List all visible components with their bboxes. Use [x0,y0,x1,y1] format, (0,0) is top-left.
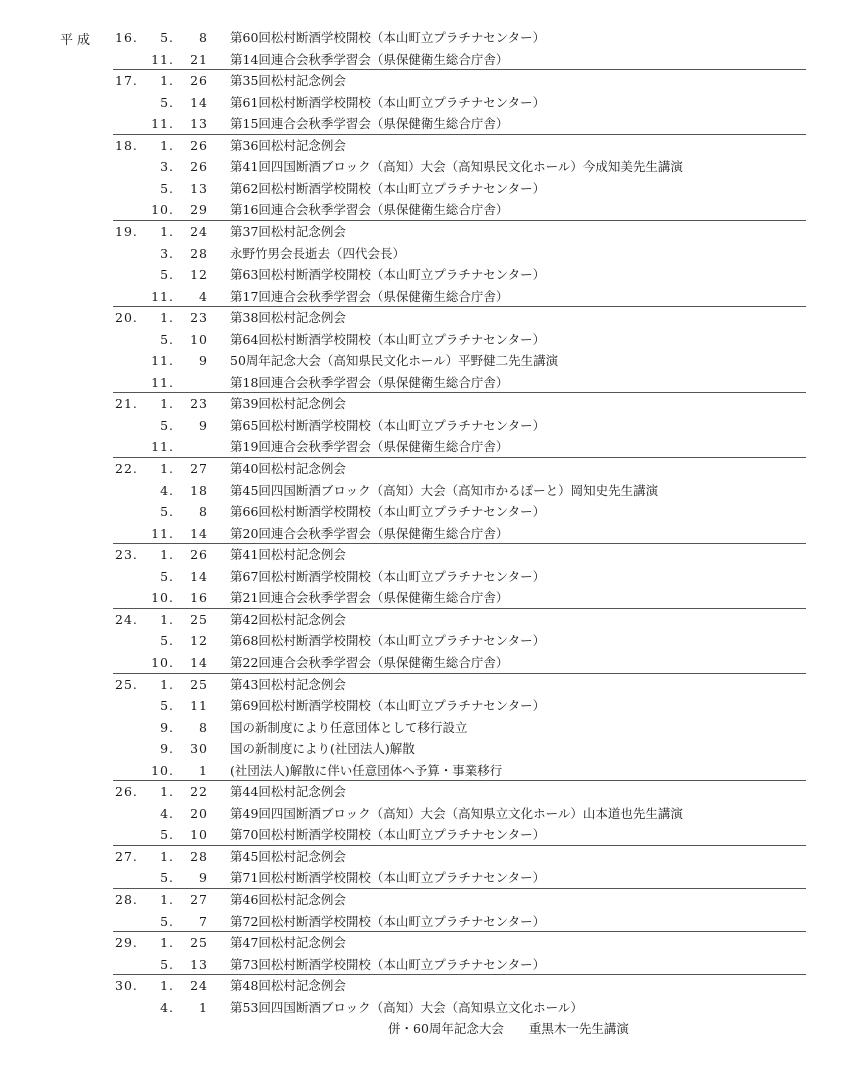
chronology-row [0,501,868,523]
month-label: 5. [160,180,174,196]
chronology-row [0,372,868,394]
month-label: 5. [160,504,174,520]
day-label: 4 [199,288,208,304]
event-text: 第45回松村記念例会 [230,848,346,864]
year-label: 24. [115,611,138,627]
day-label: 25 [190,935,208,951]
day-label: 14 [190,94,208,110]
event-text: 第69回松村断酒学校開校（本山町立プラチナセンター） [230,698,546,714]
month-label: 4. [160,482,174,498]
month-label: 5. [160,331,174,347]
event-text: 第21回連合会秋季学習会（県保健衛生総合庁舎） [230,590,509,606]
month-label: 1. [160,848,174,864]
year-label: 29. [115,935,138,951]
day-label: 29 [190,202,208,218]
footnote: 併・60周年記念大会 重黒木一先生講演 [388,1021,629,1037]
chronology-row [0,760,868,782]
month-label: 3. [160,245,174,261]
year-label: 20. [115,310,138,326]
chronology-row [0,544,868,566]
day-label: 26 [190,137,208,153]
chronology-row [0,781,868,803]
year-label: 27. [115,848,138,864]
day-label: 13 [190,180,208,196]
event-text: 第53回四国断酒ブロック（高知）大会（高知県立文化ホール） [230,999,583,1015]
chronology-row [0,221,868,243]
day-label: 13 [190,956,208,972]
chronology-row [0,49,868,71]
chronology-row [0,436,868,458]
event-text: 第43回松村記念例会 [230,676,346,692]
month-label: 5. [160,417,174,433]
chronology-row [0,975,868,997]
day-label: 1 [199,999,208,1015]
event-text: 第18回連合会秋季学習会（県保健衛生総合庁舎） [230,374,509,390]
event-text: 第41回四国断酒ブロック（高知）大会（高知県民文化ホール）今成知美先生講演 [230,159,683,175]
month-label: 5. [160,698,174,714]
month-label: 9. [160,741,174,757]
event-text: (社団法人)解散に伴い任意団体へ予算・事業移行 [230,762,503,778]
month-label: 1. [160,310,174,326]
day-label: 25 [190,676,208,692]
chronology-row [0,27,868,49]
event-text: 第70回松村断酒学校開校（本山町立プラチナセンター） [230,827,546,843]
chronology-row [0,156,868,178]
chronology-row [0,717,868,739]
day-label: 25 [190,611,208,627]
day-label: 9 [199,870,208,886]
chronology-row [0,566,868,588]
day-label: 9 [199,353,208,369]
day-label: 13 [190,116,208,132]
event-text: 第64回松村断酒学校開校（本山町立プラチナセンター） [230,331,546,347]
event-text: 第67回松村断酒学校開校（本山町立プラチナセンター） [230,568,546,584]
month-label: 1. [160,547,174,563]
event-text: 国の新制度により任意団体として移行設立 [230,719,468,735]
chronology-row [0,609,868,631]
month-label: 5. [160,956,174,972]
chronology-row [0,286,868,308]
month-label: 1. [160,784,174,800]
event-text: 第71回松村断酒学校開校（本山町立プラチナセンター） [230,870,546,886]
month-label: 11. [151,116,174,132]
day-label: 24 [190,978,208,994]
day-label: 8 [199,30,208,45]
event-text: 第14回連合会秋季学習会（県保健衛生総合庁舎） [230,51,509,67]
chronology-row [0,135,868,157]
day-label: 1 [199,762,208,778]
day-label: 22 [190,784,208,800]
year-label: 18. [115,137,138,153]
event-text: 第60回松村断酒学校開校（本山町立プラチナセンター） [230,30,546,45]
month-label: 1. [160,461,174,476]
chronology-row [0,630,868,652]
month-label: 1. [160,892,174,907]
year-label: 19. [115,223,138,239]
chronology-row [0,997,868,1019]
day-label: 26 [190,547,208,563]
month-label: 5. [160,568,174,584]
month-label: 11. [151,439,174,455]
event-text: 第66回松村断酒学校開校（本山町立プラチナセンター） [230,504,546,520]
event-text: 第68回松村断酒学校開校（本山町立プラチナセンター） [230,633,546,649]
chronology-row [0,738,868,760]
event-text: 第72回松村断酒学校開校（本山町立プラチナセンター） [230,913,546,929]
month-label: 1. [160,137,174,153]
month-label: 1. [160,978,174,994]
day-label: 21 [190,51,208,67]
event-text: 永野竹男会長逝去（四代会長） [230,245,406,261]
day-label: 18 [190,482,208,498]
month-label: 10. [151,654,174,670]
month-label: 5. [160,870,174,886]
month-label: 1. [160,935,174,951]
month-label: 1. [160,611,174,627]
day-label: 28 [190,848,208,864]
day-label: 7 [199,913,208,929]
month-label: 5. [160,913,174,929]
event-text: 第38回松村記念例会 [230,310,346,326]
month-label: 11. [151,51,174,67]
day-label: 14 [190,525,208,541]
chronology-row [0,480,868,502]
event-text: 第22回連合会秋季学習会（県保健衛生総合庁舎） [230,654,509,670]
day-label: 11 [190,698,208,714]
chronology-row [0,458,868,480]
chronology-row [0,350,868,372]
event-text: 第37回松村記念例会 [230,223,346,239]
chronology-row [0,911,868,933]
day-label: 23 [190,396,208,412]
day-label: 8 [199,719,208,735]
chronology-row [0,889,868,911]
event-text: 第44回松村記念例会 [230,784,346,800]
event-text: 第40回松村記念例会 [230,461,346,476]
month-label: 11. [151,353,174,369]
chronology-row [0,803,868,825]
day-label: 10 [190,827,208,843]
month-label: 1. [160,73,174,89]
chronology-row [0,846,868,868]
month-label: 5. [160,633,174,649]
month-label: 9. [160,719,174,735]
event-text: 国の新制度により(社団法人)解散 [230,741,415,757]
chronology-row [0,393,868,415]
month-label: 5. [160,94,174,110]
month-label: 4. [160,805,174,821]
chronology-row [0,695,868,717]
chronology-row [0,652,868,674]
month-label: 10. [151,202,174,218]
event-text: 第42回松村記念例会 [230,611,346,627]
month-label: 11. [151,525,174,541]
event-text: 第16回連合会秋季学習会（県保健衛生総合庁舎） [230,202,509,218]
chronology-row [0,932,868,954]
month-label: 4. [160,999,174,1015]
day-label: 12 [190,267,208,283]
month-label: 10. [151,762,174,778]
chronology-row [0,867,868,889]
chronology-row [0,243,868,265]
year-label: 25. [115,676,138,692]
chronology-row [0,329,868,351]
era-label: 平成 [60,33,95,48]
day-label: 20 [190,805,208,821]
month-label: 1. [160,223,174,239]
year-label: 22. [115,461,138,476]
event-text: 第35回松村記念例会 [230,73,346,89]
day-label: 24 [190,223,208,239]
chronology-row [0,178,868,200]
year-label: 30. [115,978,138,994]
day-label: 14 [190,568,208,584]
chronology-row [0,264,868,286]
event-text: 第41回松村記念例会 [230,547,346,563]
chronology-row [0,92,868,114]
event-text: 第46回松村記念例会 [230,892,346,907]
event-text: 第36回松村記念例会 [230,137,346,153]
month-label: 11. [151,374,174,390]
chronology-row [0,523,868,545]
day-label: 27 [190,461,208,476]
day-label: 28 [190,245,208,261]
month-label: 3. [160,159,174,175]
year-label: 26. [115,784,138,800]
month-label: 11. [151,288,174,304]
event-text: 第15回連合会秋季学習会（県保健衛生総合庁舎） [230,116,509,132]
event-text: 第61回松村断酒学校開校（本山町立プラチナセンター） [230,94,546,110]
event-text: 第20回連合会秋季学習会（県保健衛生総合庁舎） [230,525,509,541]
year-label: 28. [115,892,138,907]
chronology-row [0,307,868,329]
month-label: 1. [160,676,174,692]
year-label: 21. [115,396,138,412]
chronology-row [0,415,868,437]
day-label: 16 [190,590,208,606]
month-label: 5. [160,30,174,45]
chronology-row [0,70,868,92]
chronology-row [0,674,868,696]
year-label: 16. [115,30,138,45]
event-text: 第45回四国断酒ブロック（高知）大会（高知市かるぽーと）岡知史先生講演 [230,482,659,498]
day-label: 8 [199,504,208,520]
chronology-row [0,113,868,135]
month-label: 1. [160,396,174,412]
day-label: 27 [190,892,208,907]
event-text: 第73回松村断酒学校開校（本山町立プラチナセンター） [230,956,546,972]
day-label: 26 [190,159,208,175]
day-label: 12 [190,633,208,649]
month-label: 5. [160,267,174,283]
year-label: 17. [115,73,138,89]
event-text: 第48回松村記念例会 [230,978,346,994]
chronology-row [0,824,868,846]
day-label: 9 [199,417,208,433]
chronology-row [0,199,868,221]
event-text: 第65回松村断酒学校開校（本山町立プラチナセンター） [230,417,546,433]
event-text: 第39回松村記念例会 [230,396,346,412]
year-label: 23. [115,547,138,563]
day-label: 14 [190,654,208,670]
month-label: 10. [151,590,174,606]
event-text: 50周年記念大会（高知県民文化ホール）平野健二先生講演 [230,353,559,369]
day-label: 26 [190,73,208,89]
chronology-row [0,954,868,976]
event-text: 第47回松村記念例会 [230,935,346,951]
chronology-row [0,587,868,609]
event-text: 第49回四国断酒ブロック（高知）大会（高知県立文化ホール）山本道也先生講演 [230,805,683,821]
event-text: 第62回松村断酒学校開校（本山町立プラチナセンター） [230,180,546,196]
month-label: 5. [160,827,174,843]
day-label: 10 [190,331,208,347]
event-text: 第19回連合会秋季学習会（県保健衛生総合庁舎） [230,439,509,455]
event-text: 第63回松村断酒学校開校（本山町立プラチナセンター） [230,267,546,283]
day-label: 23 [190,310,208,326]
event-text: 第17回連合会秋季学習会（県保健衛生総合庁舎） [230,288,509,304]
day-label: 30 [190,741,208,757]
